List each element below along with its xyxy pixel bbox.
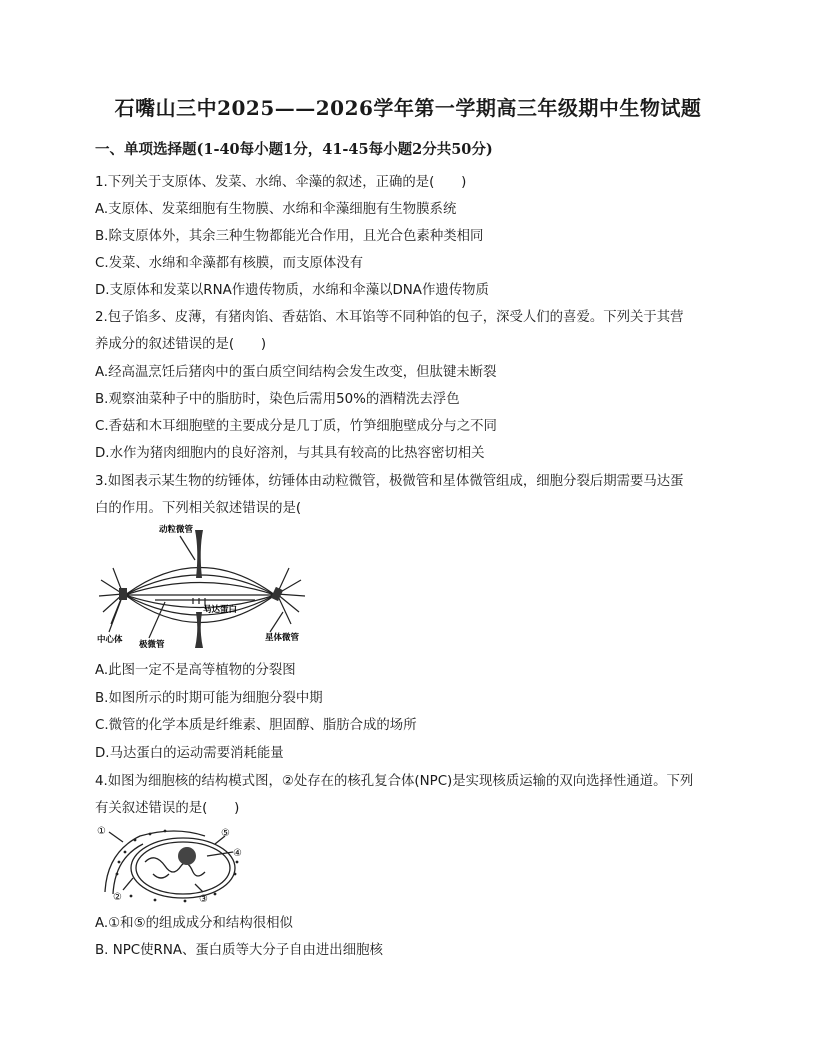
spindle-figure — [95, 520, 320, 650]
figure-label-motor: 马达蛋白 — [203, 605, 238, 615]
figure-label-1: ① — [97, 826, 106, 837]
page-title: 石嘴山三中2025——2026学年第一学期高三年级期中生物试题 — [114, 96, 702, 120]
q1-option-d: D.支原体和发菜以RNA作遗传物质，水绵和伞藻以DNA作遗传物质 — [95, 283, 489, 298]
q4-stem-line2: 有关叙述错误的是( ) — [95, 801, 240, 816]
q1-option-c: C.发菜、水绵和伞藻都有核膜，而支原体没有 — [95, 256, 364, 271]
q4-stem-line1: 4.如图为细胞核的结构模式图，②处存在的核孔复合体(NPC)是实现核质运输的双向选择性通道。下列 — [95, 774, 694, 789]
q2-stem-line1: 2.包子馅多、皮薄，有猪肉馅、香菇馅、木耳馅等不同种馅的包子，深受人们的喜爱。下列关于其营 — [95, 310, 684, 325]
figure-label-4: ④ — [233, 848, 242, 859]
q1-option-b: B.除支原体外，其余三种生物都能光合作用，且光合色素种类相同 — [95, 229, 484, 244]
figure-label-2: ② — [113, 892, 122, 903]
q2-option-a: A.经高温烹饪后猪肉中的蛋白质空间结构会发生改变，但肽键未断裂 — [95, 365, 497, 380]
figure-label-3: ③ — [199, 894, 208, 904]
q2-option-d: D.水作为猪肉细胞内的良好溶剂，与其具有较高的比热容密切相关 — [95, 446, 485, 461]
figure-label-polar: 极微管 — [139, 640, 165, 650]
q4-option-b: B. NPC使RNA、蛋白质等大分子自由进出细胞核 — [95, 943, 383, 958]
q1-stem: 1.下列关于支原体、发菜、水绵、伞藻的叙述，正确的是( ) — [95, 175, 467, 190]
q2-option-c: C.香菇和木耳细胞壁的主要成分是几丁质，竹笋细胞壁成分与之不同 — [95, 419, 497, 434]
q2-stem-line2: 养成分的叙述错误的是( ) — [95, 337, 267, 352]
q3-option-b: B.如图所示的时期可能为细胞分裂中期 — [95, 691, 323, 706]
nucleus-figure — [95, 822, 250, 904]
figure-label-kinetochore: 动粒微管 — [159, 525, 194, 535]
q1-option-a: A.支原体、发菜细胞有生物膜、水绵和伞藻细胞有生物膜系统 — [95, 202, 457, 217]
q3-option-d: D.马达蛋白的运动需要消耗能量 — [95, 746, 284, 761]
q2-option-b: B.观察油菜种子中的脂肪时，染色后需用50%的酒精洗去浮色 — [95, 392, 460, 407]
q3-option-c: C.微管的化学本质是纤维素、胆固醇、脂肪合成的场所 — [95, 718, 417, 733]
q4-option-a: A.①和⑤的组成成分和结构很相似 — [95, 916, 293, 931]
section-heading: 一、单项选择题(1-40每小题1分，41-45每小题2分共50分) — [95, 141, 493, 158]
q3-option-a: A.此图一定不是高等植物的分裂图 — [95, 663, 296, 678]
figure-label-astral: 星体微管 — [265, 633, 300, 643]
q3-stem-line1: 3.如图表示某生物的纺锤体，纺锤体由动粒微管，极微管和星体微管组成，细胞分裂后期需要马达蛋 — [95, 474, 684, 489]
q3-stem-line2: 白的作用。下列相关叙述错误的是( — [95, 501, 302, 516]
figure-label-5: ⑤ — [221, 828, 230, 839]
figure-label-centriole: 中心体 — [97, 635, 123, 645]
